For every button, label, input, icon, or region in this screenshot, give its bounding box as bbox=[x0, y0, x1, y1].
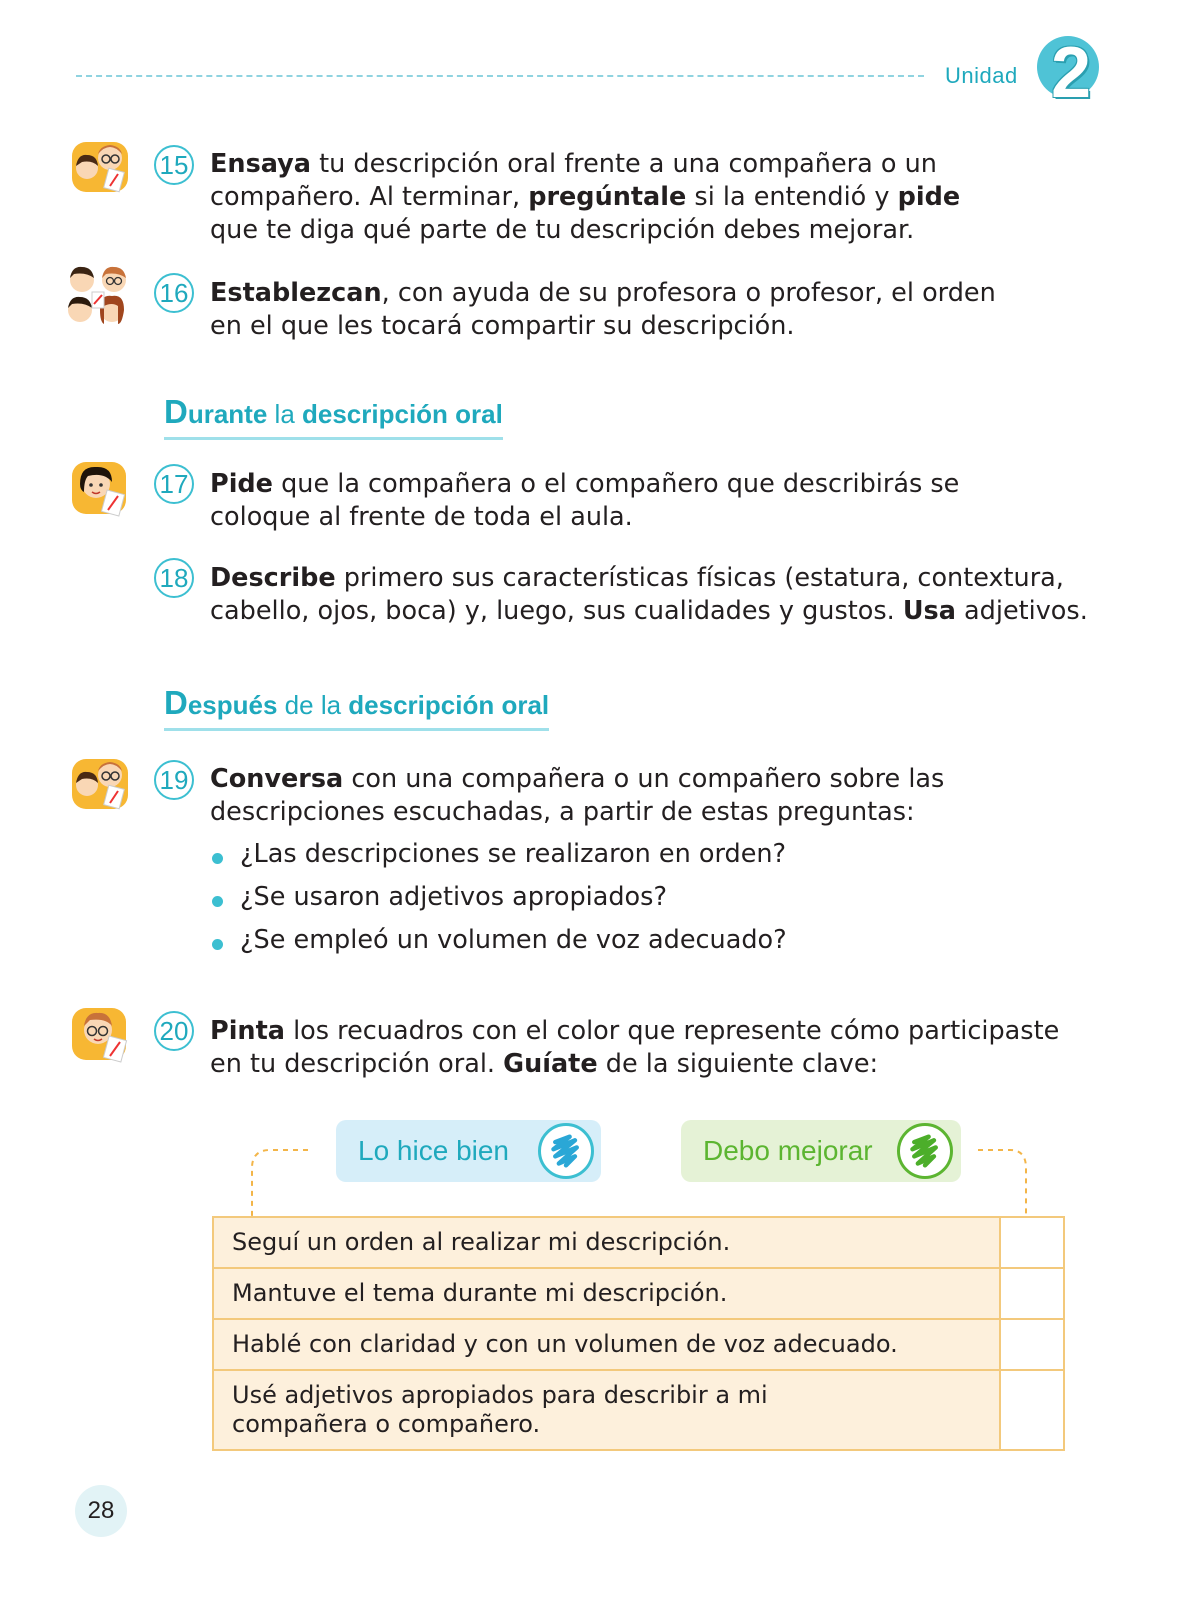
table-row bbox=[213, 1370, 1064, 1450]
activity-number-20: 20 bbox=[154, 1011, 194, 1051]
pair-students-icon bbox=[70, 136, 130, 196]
pair-students-icon bbox=[70, 753, 130, 813]
green-scribble-icon bbox=[897, 1123, 953, 1179]
bullet-dot bbox=[212, 939, 223, 950]
activity-16-text: Establezcan, con ayuda de su profesora o profesor, el orden en el que les tocará compartir su descripción. bbox=[210, 278, 996, 341]
activity-17-text: Pide que la compañera o el compañero que describirás se coloque al frente de toda el aula. bbox=[210, 469, 960, 532]
activity-number-17: 17 bbox=[154, 464, 194, 504]
table-row bbox=[213, 1268, 1064, 1319]
color-box[interactable] bbox=[1000, 1268, 1064, 1319]
activity-number-18: 18 bbox=[154, 558, 194, 598]
criterion-cell: Mantuve el tema durante mi descripción. bbox=[213, 1268, 1000, 1319]
color-box[interactable] bbox=[1000, 1319, 1064, 1370]
unit-number: 2 bbox=[1050, 33, 1092, 113]
key-improve-label: Debo mejorar bbox=[703, 1135, 873, 1166]
unit-label: Unidad bbox=[945, 63, 1018, 88]
question-item: ¿Las descripciones se realizaron en orden? bbox=[240, 839, 787, 869]
table-row bbox=[213, 1217, 1064, 1268]
question-item: ¿Se empleó un volumen de voz adecuado? bbox=[240, 925, 787, 955]
criterion-cell: Usé adjetivos apropiados para describir a mi compañera o compañero. bbox=[213, 1370, 1000, 1450]
criterion-cell: Seguí un orden al realizar mi descripción. bbox=[213, 1217, 1000, 1268]
blue-scribble-icon bbox=[538, 1123, 594, 1179]
criterion-cell: Hablé con claridad y con un volumen de voz adecuado. bbox=[213, 1319, 1000, 1370]
activity-number-19: 19 bbox=[154, 760, 194, 800]
activity-number-15: 15 bbox=[154, 145, 194, 185]
activity-18-text: Describe primero sus características físicas (estatura, contextura, cabello, ojos, boca) y, luego, sus cualidades y gustos. Usa adjetivos. bbox=[210, 563, 1088, 626]
single-student-icon bbox=[70, 458, 130, 518]
bullet-dot bbox=[212, 853, 223, 864]
key-improve bbox=[681, 1120, 961, 1182]
bullet-dot bbox=[212, 896, 223, 907]
key-good bbox=[336, 1120, 601, 1182]
color-box[interactable] bbox=[1000, 1370, 1064, 1450]
section-title-during: Durante la descripción oral bbox=[164, 393, 503, 440]
color-box[interactable] bbox=[1000, 1217, 1064, 1268]
activity-15-text: Ensaya tu descripción oral frente a una compañera o un compañero. Al terminar, pregúntale si la entendió y pide que te diga qué parte de tu descripción debes mejorar. bbox=[210, 149, 961, 245]
section-title-after: Después de la descripción oral bbox=[164, 684, 549, 731]
page-number: 28 bbox=[75, 1485, 127, 1537]
header-dashed-rule bbox=[76, 75, 924, 77]
group-students-icon bbox=[64, 264, 132, 328]
question-item: ¿Se usaron adjetivos apropiados? bbox=[240, 882, 667, 912]
activity-20-text: Pinta los recuadros con el color que represente cómo participaste en tu descripción oral. Guíate de la siguiente clave: bbox=[210, 1016, 1060, 1079]
single-student-icon bbox=[70, 1004, 130, 1064]
activity-19-text: Conversa con una compañera o un compañero sobre las descripciones escuchadas, a partir de estas preguntas: bbox=[210, 764, 945, 827]
activity-number-16: 16 bbox=[154, 273, 194, 313]
key-good-label: Lo hice bien bbox=[358, 1135, 510, 1166]
table-row bbox=[213, 1319, 1064, 1370]
evaluation-table bbox=[212, 1216, 1065, 1451]
